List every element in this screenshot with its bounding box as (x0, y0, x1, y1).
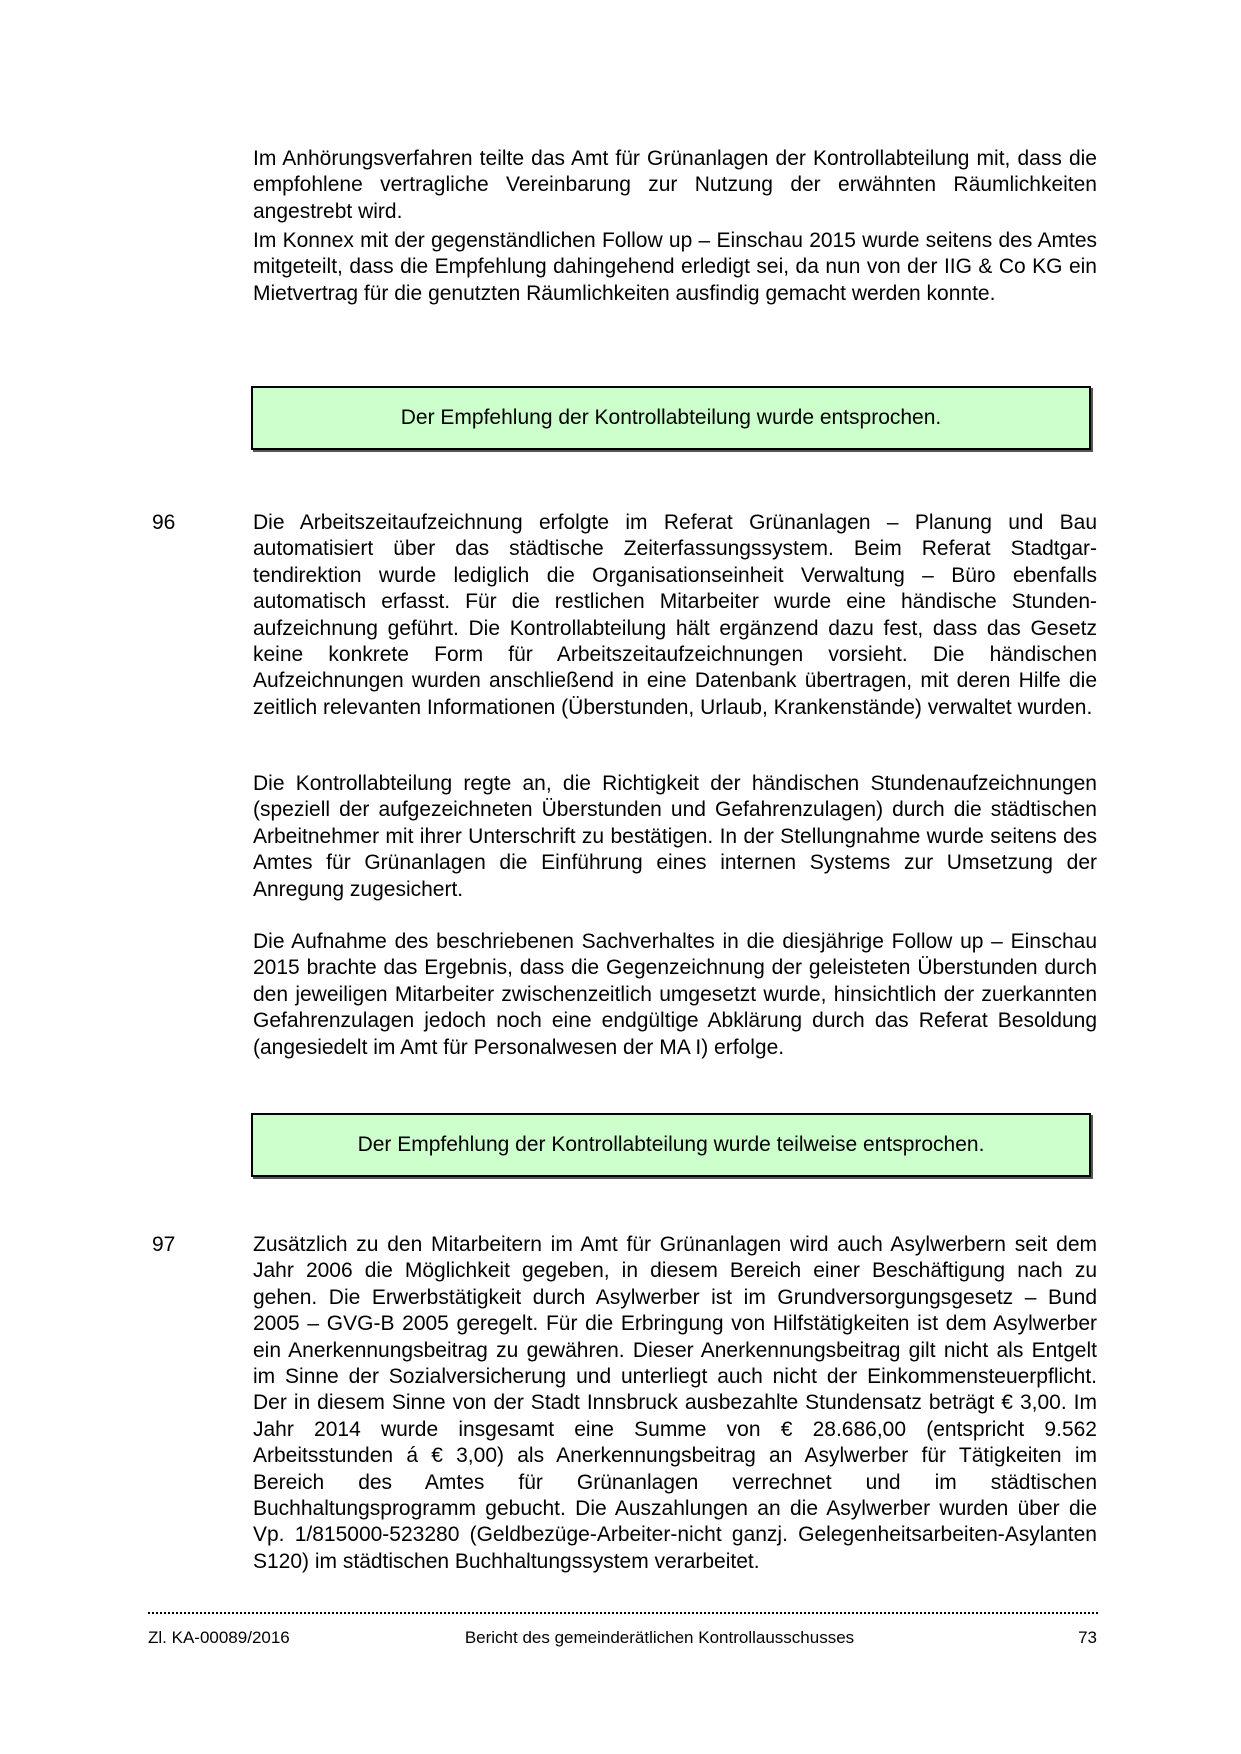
result-box-text: Der Empfehlung der Kontrollabteilung wurde teilweise entsprochen. (357, 1133, 985, 1156)
paragraph-96-follow-up: Die Aufnahme des beschriebenen Sachverhaltes in die diesjährige Follow up – Einschau 2015 brachte das Ergebnis, dass die Gegenzeichnung der geleisteten Überstunden durch den jeweiligen Mitarbeiter zwischenzeitlich umgesetzt wurde, hinsichtlich der zuerkannten Gefahrenzulagen jedoch noch eine endgültige Abklärung durch das Referat Besoldung (angesiedelt im Amt für Personalwesen der MA I) erfolge. (253, 930, 1097, 1059)
paragraph-96-recommendation: Die Kontrollabteilung regte an, die Richtigkeit der händischen Stundenaufzeichnungen (speziell der aufgezeichneten Überstunden und Gefahrenzulagen) durch die städtischen Arbeitnehmer mit ihrer Unterschrift zu bestätigen. In der Stellungnahme wurde seitens des Amtes für Grünanlagen die Einführung eines internen Systems zur Umsetzung der Anregung zugesichert. (253, 772, 1097, 901)
paragraph-number-97: 97 (152, 1233, 176, 1256)
footer-title: Bericht des gemeinderätlichen Kontrollausschusses (464, 1628, 855, 1647)
result-box-text: Der Empfehlung der Kontrollabteilung wurde entsprochen. (400, 406, 942, 429)
result-box-partially-fulfilled (251, 1113, 1091, 1177)
paragraph-96-time-recording: Die Arbeitszeitaufzeichnung erfolgte im Referat Grünanlagen – Planung und Bau automatisiert über das städtische Zeiterfassungssystem. Beim Referat Stadtgartendirektion wurde lediglich die Organisationseinheit Verwaltung – Büro ebenfalls automatisch erfasst. Für die restlichen Mitarbeiter wurde eine händische Stundenaufzeichnung geführt. Die Kontrollabteilung hält ergänzend dazu fest, dass das Gesetz keine konkrete Form für Arbeitszeitaufzeichnungen vorsieht. Die händischen Aufzeichnungen wurden anschließend in eine Datenbank übertragen, mit deren Hilfe die zeitlich relevanten Informationen (Überstunden, Urlaub, Krankenstände) verwaltet wurden. (253, 511, 1097, 719)
paragraph-hearing-procedure: Im Anhörungsverfahren teilte das Amt für Grünanlagen der Kontrollabteilung mit, dass die empfohlene vertragliche Vereinbarung zur Nutzung der erwähnten Räumlichkeiten angestrebt wird. (253, 147, 1097, 223)
paragraph-follow-up-2015: Im Konnex mit der gegenständlichen Follow up – Einschau 2015 wurde seitens des Amtes mitgeteilt, dass die Empfehlung dahingehend erledigt sei, da nun von der IIG & Co KG ein Mietvertrag für die genutzten Räumlichkeiten ausfindig gemacht werden konnte. (253, 229, 1097, 305)
paragraph-97-asylum-seekers: Zusätzlich zu den Mitarbeitern im Amt für Grünanlagen wird auch Asylwerbern seit dem Jahr 2006 die Möglichkeit gegeben, in diesem Bereich einer Beschäftigung nach zu gehen. Die Erwerbstätigkeit durch Asylwerber ist im Grundversorgungsgesetz – Bund 2005 – GVG-B 2005 geregelt. Für die Erbringung von Hilfstätigkeiten ist dem Asylwerber ein Anerkennungsbeitrag zu gewähren. Dieser Anerkennungsbeitrag gilt nicht als Entgelt im Sinne der Sozialversicherung und unterliegt auch nicht der Einkommensteuerpflicht. Der in diesem Sinne von der Stadt Innsbruck ausbezahlte Stundensatz beträgt € 3,00. Im Jahr 2014 wurde insgesamt eine Summe von € 28.686,00 (entspricht 9.562 Arbeitsstunden á € 3,00) als Anerkennungsbeitrag an Asylwerber für Tätigkeiten im Bereich des Amtes für Grünanlagen verrechnet und im städtischen Buchhaltungsprogramm gebucht. Die Auszahlungen an die Asylwerber wurden über die Vp. 1/815000-523280 (Geldbezüge-Arbeiter-nicht ganzj. Gelegenheitsarbeiten-Asylanten S120) im städtischen Buchhaltungssystem verarbeitet. (253, 1233, 1097, 1573)
paragraph-number-96: 96 (152, 511, 176, 534)
page-number: 73 (1078, 1628, 1097, 1647)
footer-divider (148, 1612, 1098, 1614)
footer-reference: Zl. KA-00089/2016 (148, 1628, 290, 1647)
result-box-fulfilled (251, 386, 1091, 450)
